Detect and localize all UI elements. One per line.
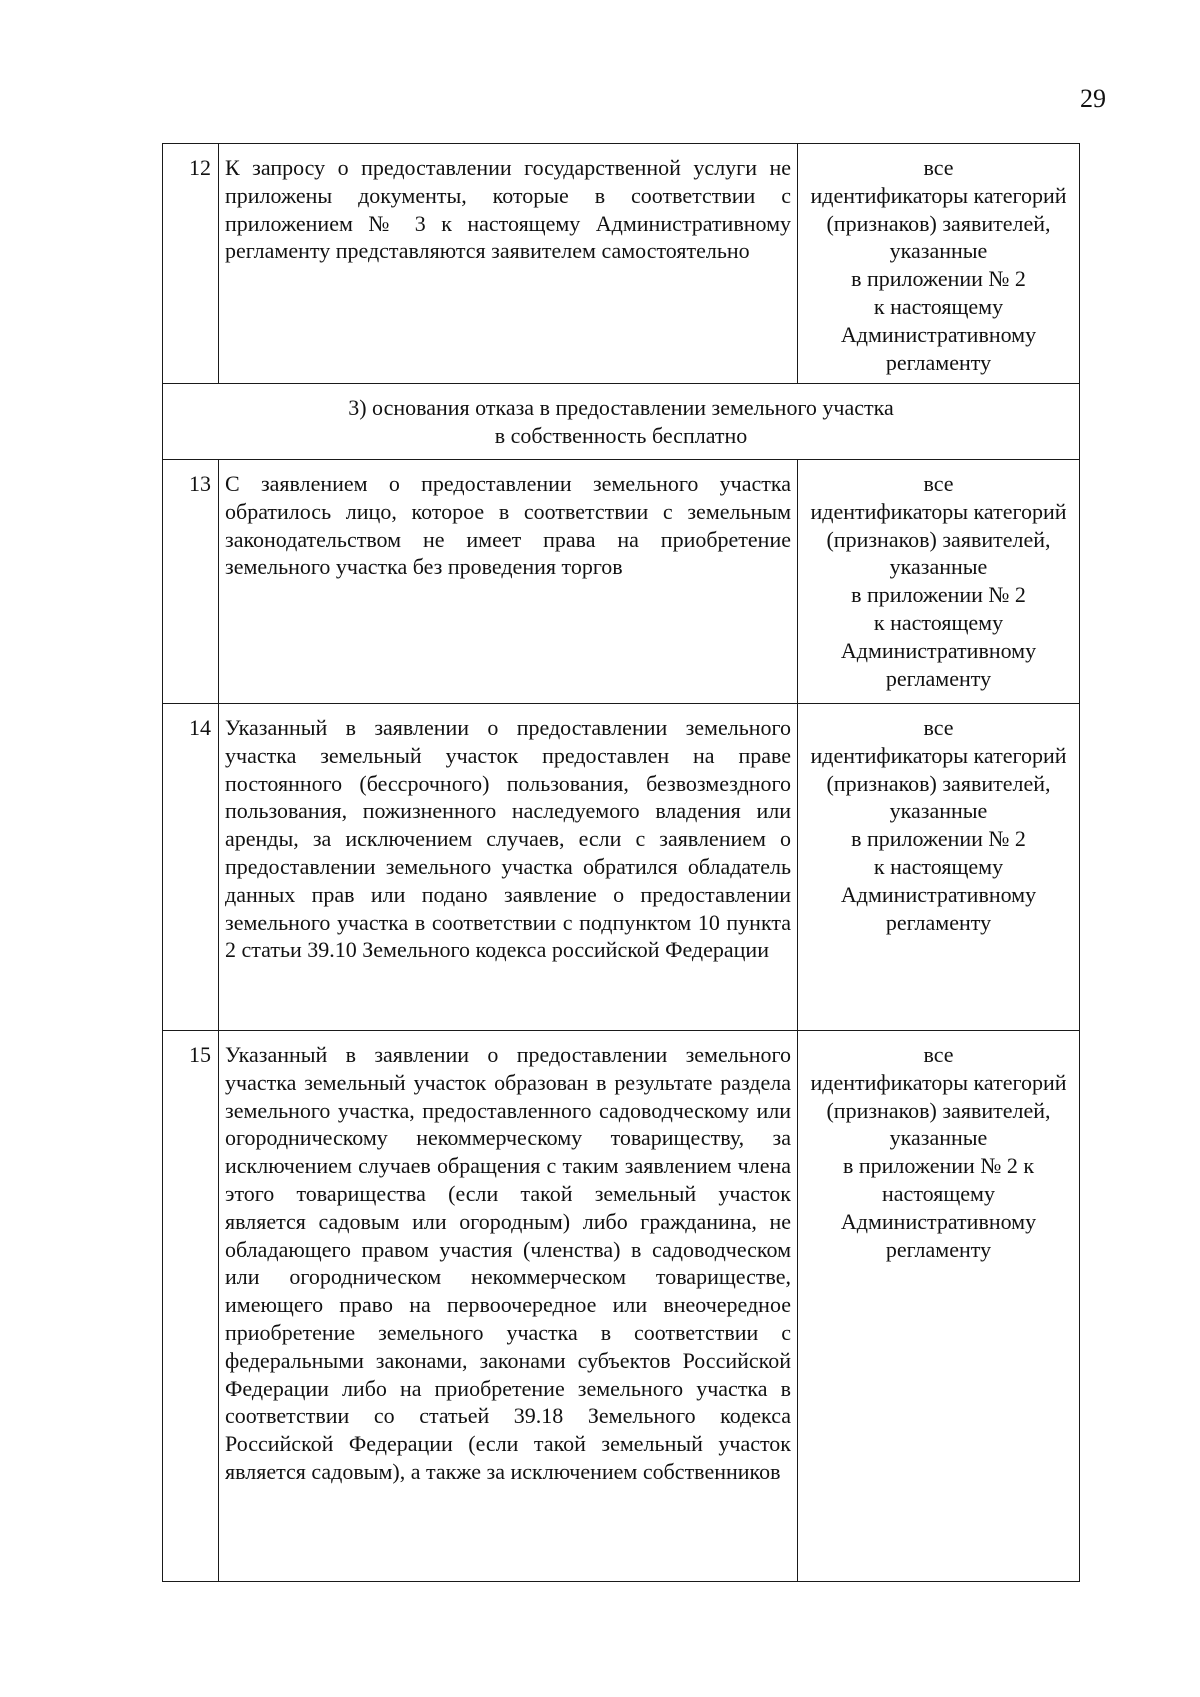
applicant-categories bbox=[798, 460, 1080, 704]
applicant-categories bbox=[798, 704, 1080, 1031]
categories-line: регламенту bbox=[885, 665, 992, 691]
row-number: 14 bbox=[163, 704, 219, 1031]
categories-line: идентификаторы категорий bbox=[810, 498, 1067, 524]
section-header-row bbox=[163, 384, 1080, 460]
applicant-categories bbox=[798, 1031, 1080, 1582]
categories-line: идентификаторы категорий bbox=[810, 1069, 1067, 1095]
categories-line: указанные bbox=[889, 798, 988, 824]
categories-line: указанные bbox=[889, 238, 988, 264]
applicant-categories bbox=[798, 144, 1080, 384]
table-row bbox=[163, 1031, 1080, 1582]
section-header-line: в собственность бесплатно bbox=[494, 422, 748, 448]
categories-line: (признаков) заявителей, bbox=[826, 770, 1051, 796]
categories-line: (признаков) заявителей, bbox=[826, 210, 1051, 236]
categories-line: регламенту bbox=[885, 1236, 992, 1262]
grounds-table bbox=[162, 143, 1080, 1582]
table-row bbox=[163, 704, 1080, 1031]
page-number: 29 bbox=[1080, 84, 1106, 113]
row-number: 15 bbox=[163, 1031, 219, 1582]
categories-line: регламенту bbox=[885, 909, 992, 935]
categories-line: к настоящему bbox=[873, 293, 1004, 319]
categories-line: (признаков) заявителей, bbox=[826, 526, 1051, 552]
categories-line: настоящему bbox=[882, 1180, 995, 1206]
section-header-line: 3) основания отказа в предоставлении земельного участка bbox=[348, 395, 894, 420]
row-number: 12 bbox=[163, 144, 219, 384]
categories-line: идентификаторы категорий bbox=[810, 742, 1067, 768]
categories-line: все bbox=[923, 155, 954, 180]
refusal-ground-text: С заявлением о предоставлении земельного участка обратилось лицо, которое в соответствии с земельным законодательством не имеет права на приобретение земельного участка без проведения торгов bbox=[219, 460, 798, 704]
categories-line: (признаков) заявителей, bbox=[826, 1097, 1051, 1123]
categories-line: Административному bbox=[840, 1208, 1037, 1234]
section-header bbox=[163, 384, 1080, 460]
categories-line: указанные bbox=[889, 1125, 988, 1151]
categories-line: все bbox=[923, 715, 954, 740]
categories-line: идентификаторы категорий bbox=[810, 182, 1067, 208]
categories-line: указанные bbox=[889, 554, 988, 580]
categories-line: Административному bbox=[840, 637, 1037, 663]
table-row bbox=[163, 144, 1080, 384]
refusal-ground-text: Указанный в заявлении о предоставлении земельного участка земельный участок предоставлен на праве постоянного (бессрочного) пользования, безвозмездного пользования, пожизненного наследуемого владения или аренды, за исключением случаев, если с заявлением о предоставлении земельного участка обратился обладатель данных прав или подано заявление о предоставлении земельного участка в соответствии с подпунктом 10 пункта 2 статьи 39.10 Земельного кодекса российской Федерации bbox=[219, 704, 798, 1031]
table-row bbox=[163, 460, 1080, 704]
categories-line: все bbox=[923, 1042, 954, 1067]
refusal-ground-text: К запросу о предоставлении государственной услуги не приложены документы, которые в соответствии с приложением № 3 к настоящему Административному регламенту представляются заявителем самостоятельно bbox=[219, 144, 798, 384]
row-number: 13 bbox=[163, 460, 219, 704]
categories-line: Административному bbox=[840, 881, 1037, 907]
refusal-ground-text: Указанный в заявлении о предоставлении земельного участка земельный участок образован в результате раздела земельного участка, предоставленного садоводческому или огородническому некоммерческому товариществу, за исключением случаев обращения с таким заявлением члена этого товарищества (если такой земельный участок является садовым или огородным) либо гражданина, не обладающего правом участия (членства) в садоводческом или огородническом некоммерческом товариществе, имеющего право на первоочередное или внеочередное приобретение земельного участка в соответствии с федеральными законами, законами субъектов Российской Федерации либо на приобретение земельного участка в соответствии со статьей 39.18 Земельного кодекса Российской Федерации (если такой земельный участок является садовым), а также за исключением собственников bbox=[219, 1031, 798, 1582]
categories-line: Административному bbox=[840, 321, 1037, 347]
categories-line: все bbox=[923, 471, 954, 496]
categories-line: в приложении № 2 bbox=[851, 582, 1026, 608]
categories-line: регламенту bbox=[885, 349, 992, 375]
categories-line: в приложении № 2 bbox=[851, 826, 1026, 852]
categories-line: в приложении № 2 bbox=[851, 266, 1026, 292]
categories-line: в приложении № 2 к bbox=[842, 1153, 1035, 1179]
categories-line: к настоящему bbox=[873, 853, 1004, 879]
categories-line: к настоящему bbox=[873, 609, 1004, 635]
